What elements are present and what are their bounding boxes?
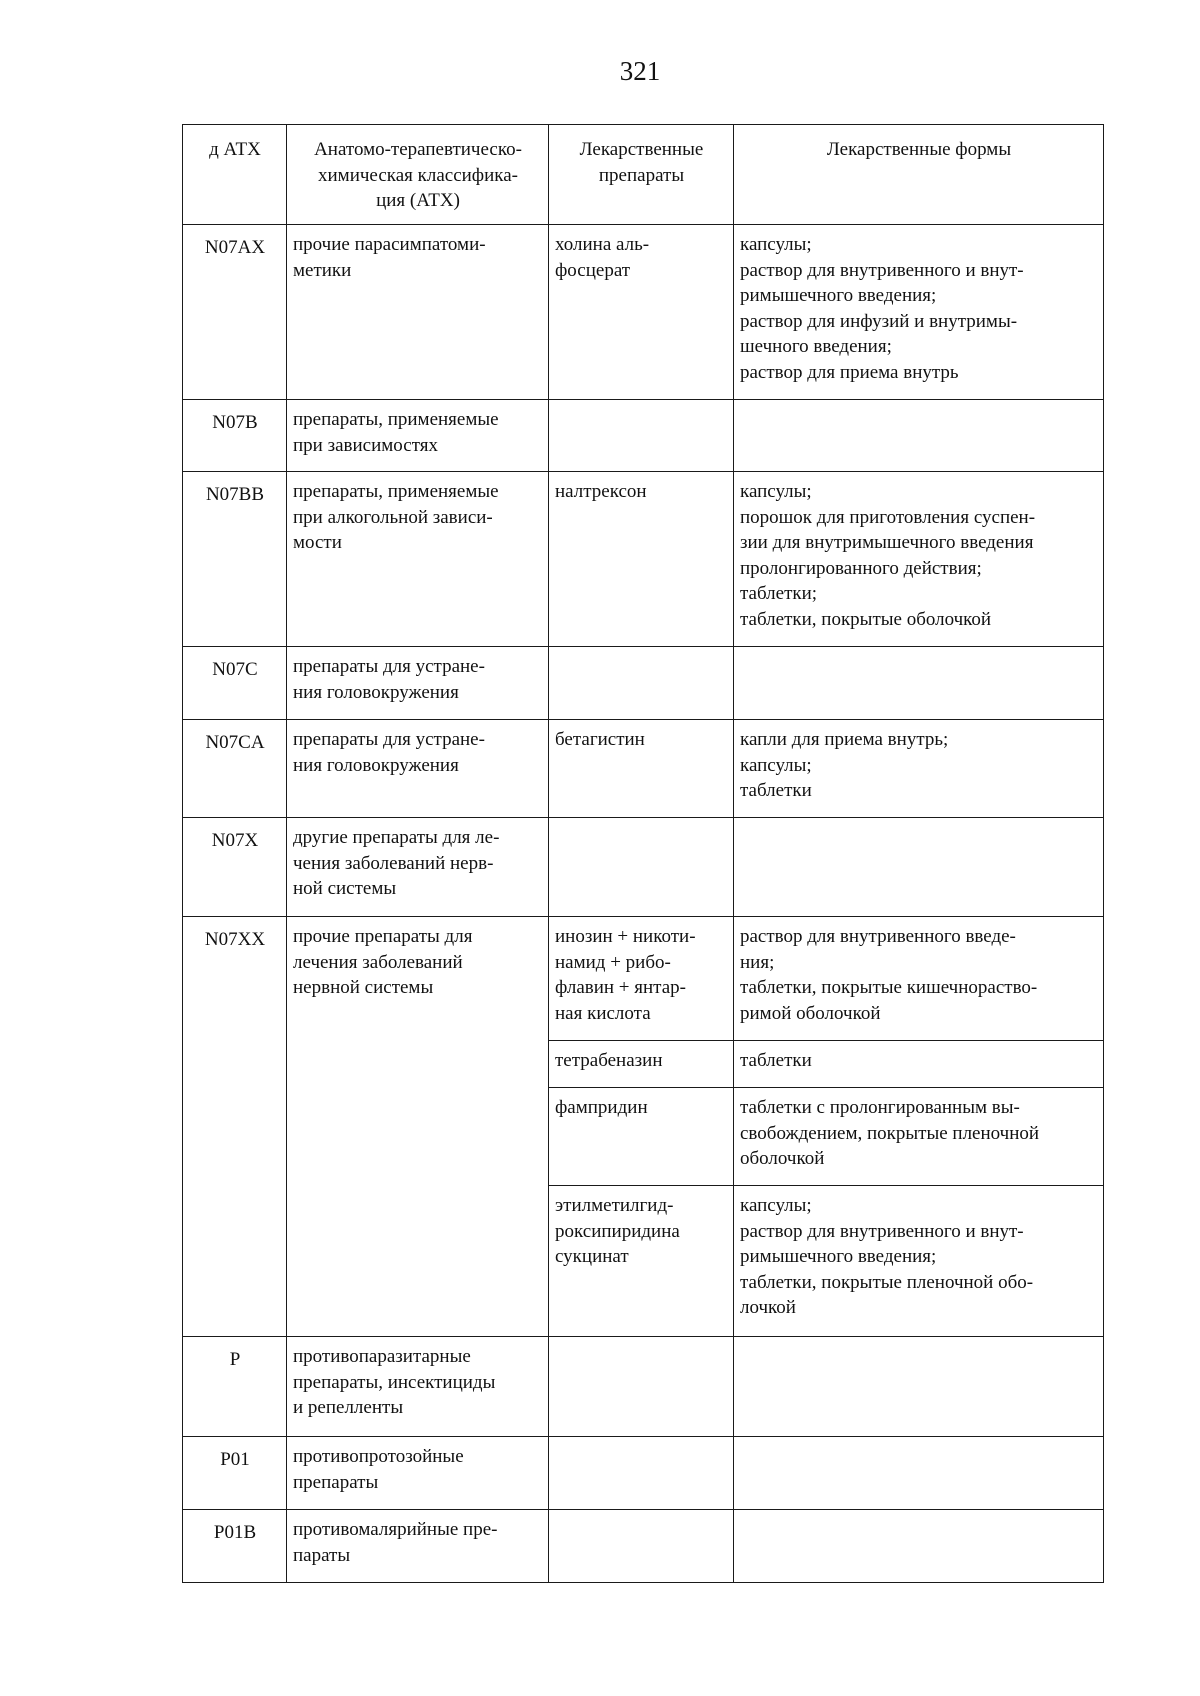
dosage-forms: капсулы; раствор для внутривенного и внут- римышечного введения; раствор для инфузий и внутримы- шечного введения; раствор для приема внутрь: [734, 225, 1104, 400]
dosage-forms: [734, 400, 1104, 472]
drug-name: [549, 1337, 734, 1437]
drug-name: этилметилгид- роксипиридина сукцинат: [549, 1186, 734, 1337]
atx-classification: противопротозойные препараты: [287, 1437, 549, 1510]
header-drugs: Лекарственные препараты: [549, 125, 734, 225]
dosage-forms: капсулы; порошок для приготовления суспен- зии для внутримышечного введения пролонгированного действия; таблетки; таблетки, покрытые оболочкой: [734, 472, 1104, 647]
dosage-forms: [734, 818, 1104, 917]
table-row: [183, 720, 1104, 818]
atx-classification: противомалярийные пре- параты: [287, 1510, 549, 1583]
atx-classification: прочие препараты для лечения заболеваний нервной системы: [287, 917, 549, 1337]
atx-code: N07BB: [183, 472, 287, 647]
atx-table: [182, 124, 1104, 1583]
atx-classification: препараты, применяемые при алкогольной зависи- мости: [287, 472, 549, 647]
table-row: [183, 472, 1104, 647]
header-forms: Лекарственные формы: [734, 125, 1104, 225]
table-row: [183, 917, 1104, 1041]
table-row: [183, 1437, 1104, 1510]
atx-classification: другие препараты для ле- чения заболеваний нерв- ной системы: [287, 818, 549, 917]
atx-code: P: [183, 1337, 287, 1437]
table-header-row: [183, 125, 1104, 225]
atx-code: N07X: [183, 818, 287, 917]
drug-name: инозин + никоти- намид + рибо- флавин + янтар- ная кислота: [549, 917, 734, 1041]
atx-code: P01B: [183, 1510, 287, 1583]
drug-name: [549, 1510, 734, 1583]
dosage-forms: [734, 1510, 1104, 1583]
table-row: [183, 400, 1104, 472]
atx-code: N07C: [183, 647, 287, 720]
dosage-forms: капсулы; раствор для внутривенного и внут- римышечного введения; таблетки, покрытые пленочной обо- лочкой: [734, 1186, 1104, 1337]
atx-classification: препараты, применяемые при зависимостях: [287, 400, 549, 472]
drug-name: фампридин: [549, 1088, 734, 1186]
header-code: д АТХ: [183, 125, 287, 225]
dosage-forms: [734, 647, 1104, 720]
table-row: [183, 1337, 1104, 1437]
dosage-forms: таблетки с пролонгированным вы- свобождением, покрытые пленочной оболочкой: [734, 1088, 1104, 1186]
page-number: 321: [619, 56, 661, 86]
dosage-forms: капли для приема внутрь; капсулы; таблетки: [734, 720, 1104, 818]
drug-name: холина аль- фосцерат: [549, 225, 734, 400]
table-row: [183, 1510, 1104, 1583]
dosage-forms: таблетки: [734, 1041, 1104, 1088]
dosage-forms: раствор для внутривенного введе- ния; таблетки, покрытые кишечнораство- римой оболочкой: [734, 917, 1104, 1041]
atx-code: N07B: [183, 400, 287, 472]
atx-code: N07AX: [183, 225, 287, 400]
atx-classification: препараты для устране- ния головокружения: [287, 720, 549, 818]
atx-code: N07XX: [183, 917, 287, 1337]
dosage-forms: [734, 1437, 1104, 1510]
header-classification: Анатомо-терапевтическо- химическая классифика- ция (АТХ): [287, 125, 549, 225]
table-row: [183, 818, 1104, 917]
drug-name: [549, 818, 734, 917]
drug-name: [549, 1437, 734, 1510]
atx-code: P01: [183, 1437, 287, 1510]
dosage-forms: [734, 1337, 1104, 1437]
table-row: [183, 225, 1104, 400]
drug-name: тетрабеназин: [549, 1041, 734, 1088]
drug-name: налтрексон: [549, 472, 734, 647]
drug-name: бетагистин: [549, 720, 734, 818]
drug-name: [549, 400, 734, 472]
atx-classification: противопаразитарные препараты, инсектициды и репелленты: [287, 1337, 549, 1437]
atx-code: N07CA: [183, 720, 287, 818]
drug-name: [549, 647, 734, 720]
atx-classification: прочие парасимпатоми- метики: [287, 225, 549, 400]
atx-classification: препараты для устране- ния головокружения: [287, 647, 549, 720]
table-row: [183, 647, 1104, 720]
